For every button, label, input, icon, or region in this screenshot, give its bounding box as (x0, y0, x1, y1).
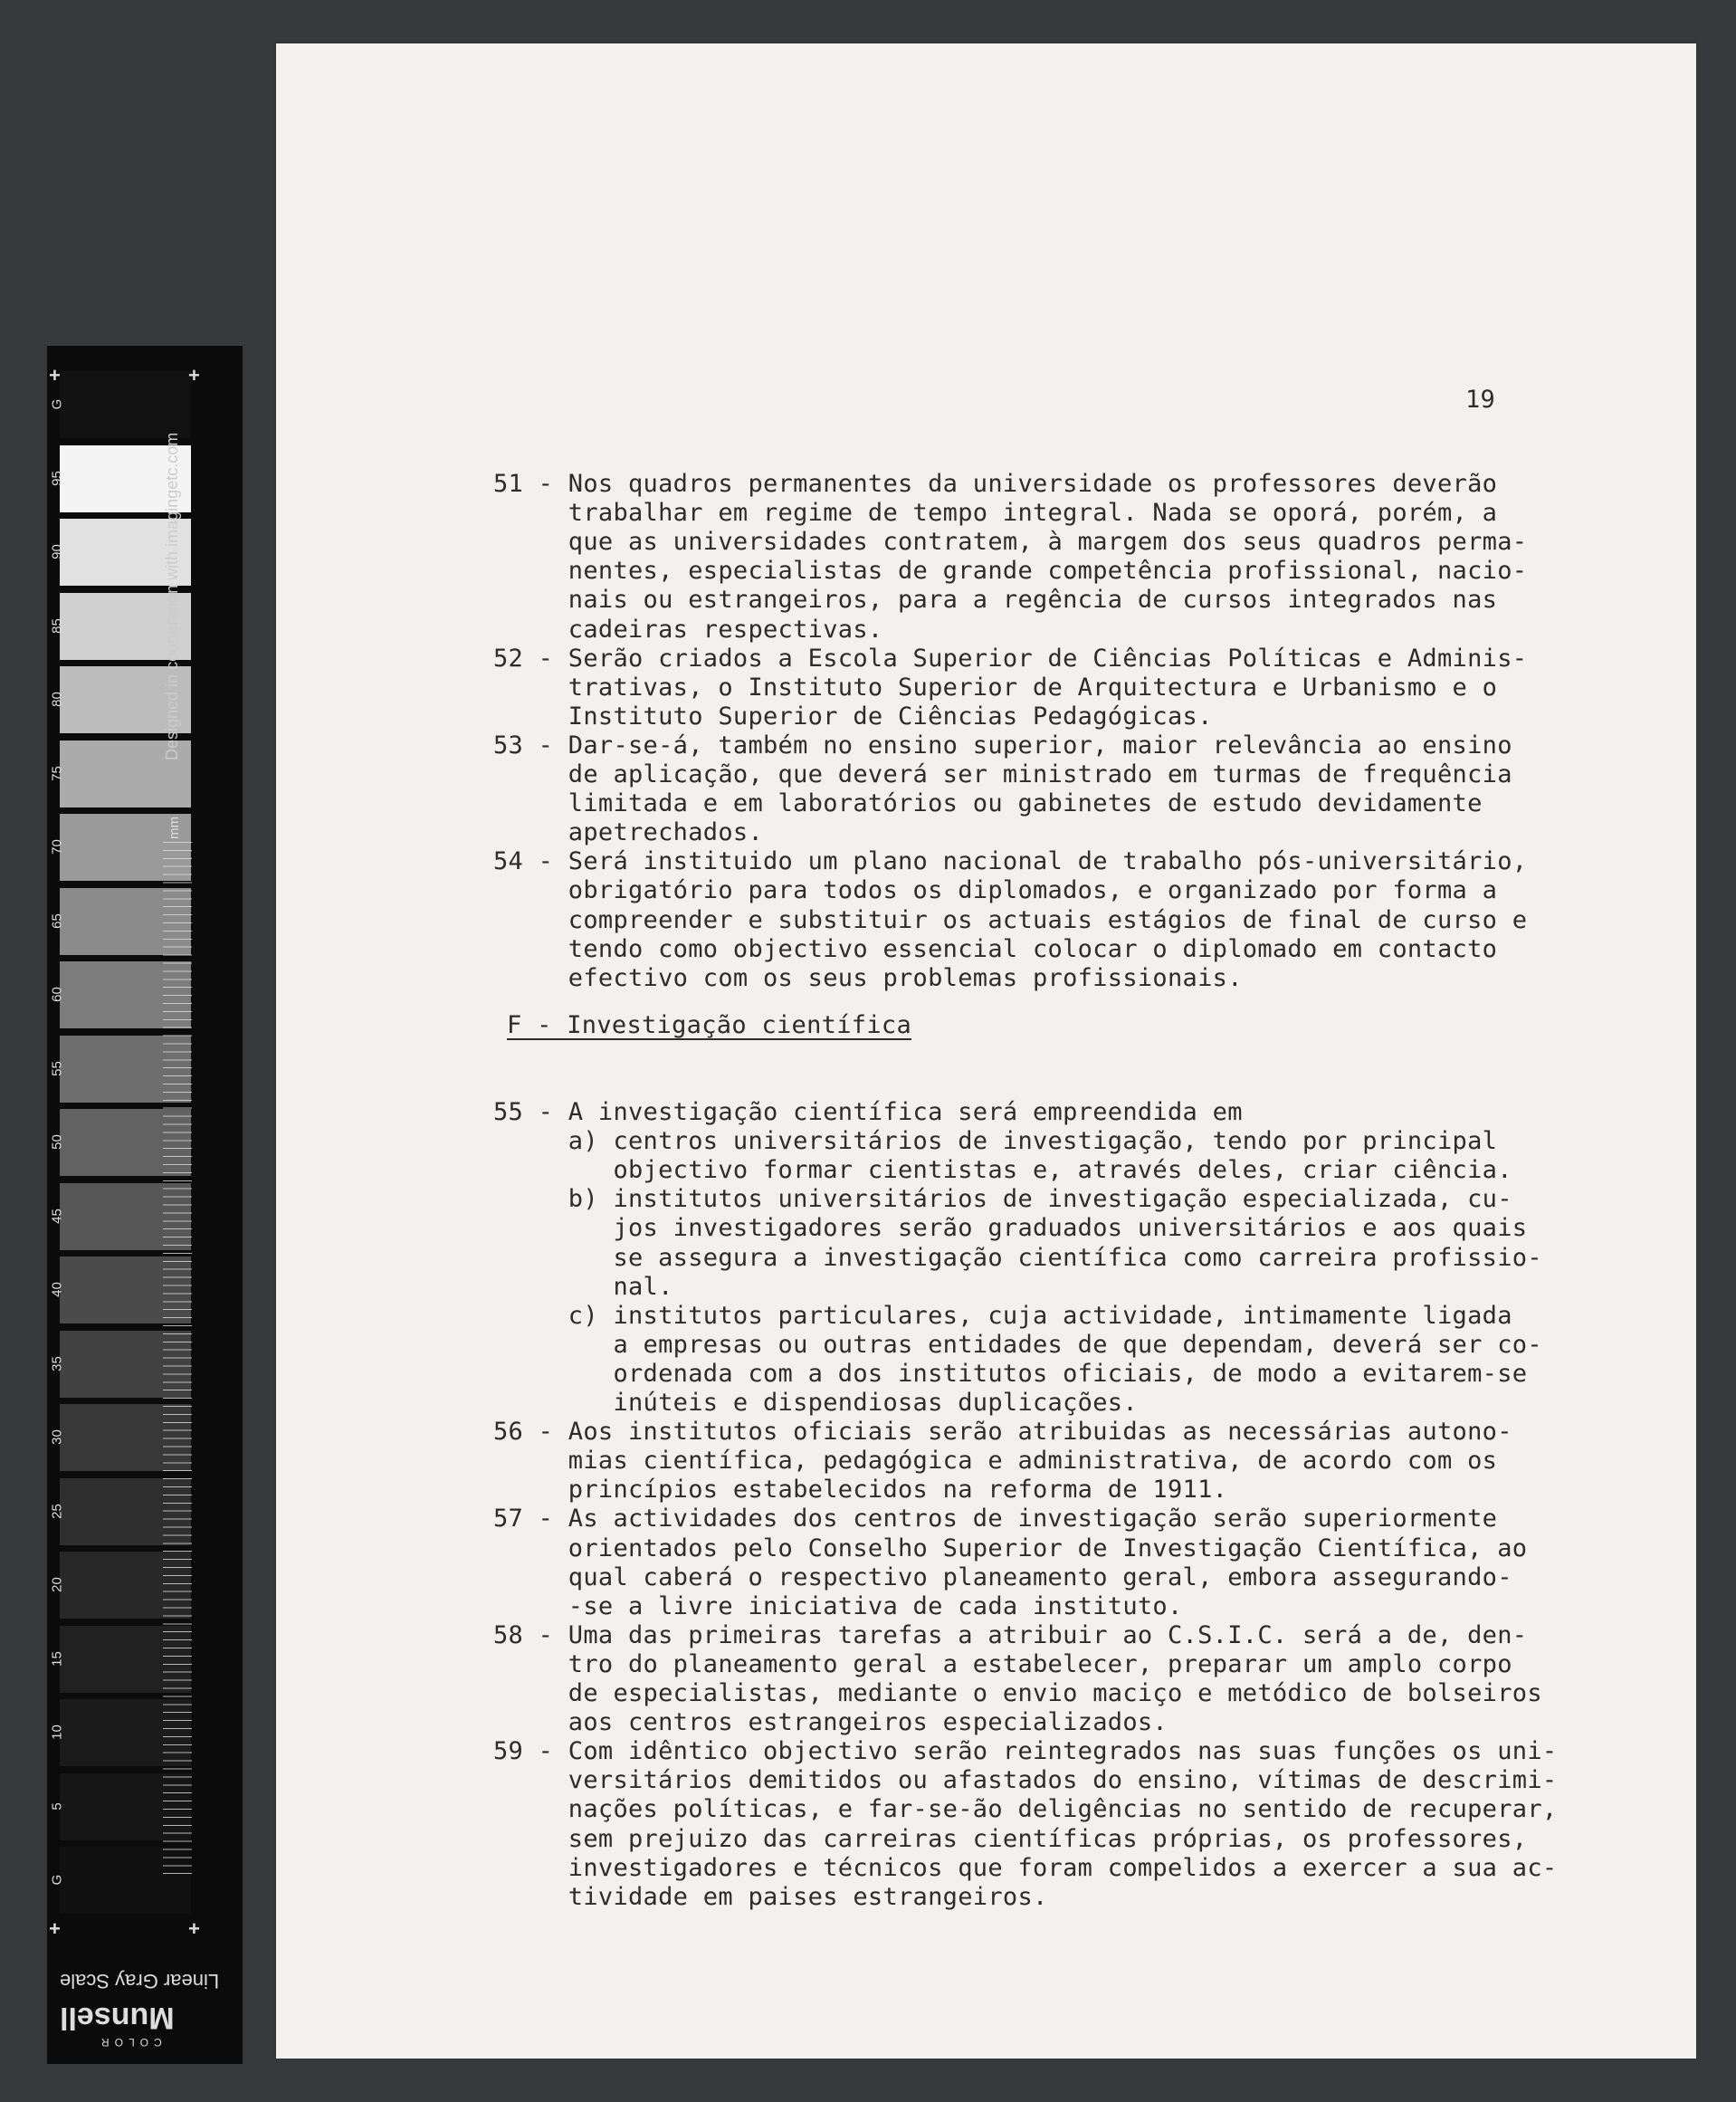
gray-patch-label: 10 (49, 1725, 65, 1740)
registration-mark: + (188, 364, 200, 387)
text-line: 58 - Uma das primeiras tarefas a atribuir ao C.S.I.C. será a de, den- (493, 1620, 1528, 1649)
text-line: inúteis e dispendiosas duplicações. (493, 1389, 1138, 1417)
gray-patch-label: 95 (49, 470, 65, 486)
gray-patch-label: 50 (49, 1134, 65, 1150)
gray-patch-label: 15 (49, 1650, 65, 1667)
text-line: c) institutos particulares, cuja actividade, intimamente ligada (493, 1301, 1512, 1330)
text-line: tendo como objectivo essencial colocar o diplomado em contacto (493, 934, 1498, 963)
text-line: versitários demitidos ou afastados do ensino, vítimas de descrimi- (493, 1766, 1558, 1795)
mm-ruler (163, 842, 192, 1874)
gray-patch-label: 70 (49, 839, 65, 855)
text-line: objectivo formar cientistas e, através deles, criar ciência. (493, 1156, 1512, 1185)
gray-patch-label: 90 (49, 544, 65, 559)
text-line: -se a livre iniciativa de cada instituto. (493, 1591, 1183, 1620)
text-line: de aplicação, que deverá ser ministrado em turmas de frequência (493, 760, 1512, 788)
text-line: jos investigadores serão graduados universitários e aos quais (493, 1214, 1528, 1243)
gray-patch-label: 40 (49, 1282, 65, 1297)
brand-name: Munsell (60, 2001, 175, 2035)
text-line: tro do planeamento geral a estabelecer, preparar um amplo corpo (493, 1649, 1512, 1678)
gray-patch-label: 75 (49, 765, 65, 781)
text-line: nações políticas, e far-se-ão deligências no sentido de recuperar, (493, 1795, 1558, 1824)
gray-patch-label: 85 (49, 617, 65, 634)
text-line: mias científica, pedagógica e administrativa, de acordo com os (493, 1447, 1498, 1476)
registration-mark: + (49, 1917, 61, 1940)
scale-title: Linear Gray Scale (60, 1970, 220, 1992)
typed-document-page (276, 43, 1696, 2059)
page-number: 19 (1465, 386, 1496, 414)
ruler-unit: mm (167, 817, 182, 839)
text-line: apetrechados. (493, 818, 763, 847)
text-line: 54 - Será instituido um plano nacional de trabalho pós-universitário, (493, 847, 1528, 876)
gray-patch-label: 60 (49, 987, 65, 1002)
gray-patch-label: 30 (49, 1429, 65, 1445)
text-line: a) centros universitários de investigação, tendo por principal (493, 1127, 1498, 1156)
text-line: que as universidades contratem, à margem dos seus quadros perma- (493, 528, 1528, 557)
gray-patch-label: G (49, 398, 65, 410)
text-line: Instituto Superior de Ciências Pedagógicas. (493, 702, 1213, 731)
registration-mark: + (188, 1917, 200, 1940)
gray-scale-card (47, 346, 243, 2064)
text-line: efectivo com os seus problemas profissionais. (493, 963, 1243, 992)
text-line: 56 - Aos institutos oficiais serão atribuidas as necessárias autono- (493, 1418, 1512, 1447)
gray-patch-label: 65 (49, 912, 65, 929)
text-line: qual caberá o respectivo planeamento geral, embora assegurando- (493, 1562, 1512, 1591)
text-line: 57 - As actividades dos centros de investigação serão superiormente (493, 1505, 1498, 1534)
section-heading: F - Investigação científica (507, 1011, 911, 1039)
text-line: orientados pelo Conselho Superior de Investigação Científica, ao (493, 1534, 1528, 1562)
text-line: de especialistas, mediante o envio maciço e metódico de bolseiros (493, 1679, 1542, 1707)
text-line: limitada e em laboratórios ou gabinetes de estudo devidamente (493, 789, 1483, 818)
text-line: obrigatório para todos os diplomados, e organizado por forma a (493, 876, 1498, 905)
gray-patch-label: 20 (49, 1577, 65, 1592)
brand-sub: COLOR (96, 2036, 162, 2049)
text-line: 53 - Dar-se-á, também no ensino superior, maior relevância ao ensino (493, 731, 1512, 760)
scale-credit: Designed in cooperation with imagingetc.com (163, 432, 181, 760)
text-line: aos centros estrangeiros especializados. (493, 1708, 1168, 1737)
text-line: compreender e substituir os actuais estágios de final de curso e (493, 905, 1528, 934)
document-body (276, 43, 1696, 2059)
text-line: b) institutos universitários de investigação especializada, cu- (493, 1185, 1512, 1214)
text-line: trabalhar em regime de tempo integral. Nada se oporá, porém, a (493, 499, 1498, 528)
text-line: nentes, especialistas de grande competência profissional, nacio- (493, 557, 1528, 586)
text-line: 59 - Com idêntico objectivo serão reintegrados nas suas funções os uni- (493, 1737, 1558, 1766)
gray-patch-label: 80 (49, 692, 65, 707)
text-line: trativas, o Instituto Superior de Arquitectura e Urbanismo e o (493, 673, 1498, 702)
gray-patch-label: 5 (49, 1801, 65, 1811)
gray-patch-label: 35 (49, 1355, 65, 1371)
text-line: a empresas ou outras entidades de que dependam, deverá ser co- (493, 1330, 1542, 1359)
registration-mark: + (49, 364, 61, 387)
text-line: 52 - Serão criados a Escola Superior de Ciências Políticas e Adminis- (493, 644, 1528, 673)
text-line: princípios estabelecidos na reforma de 1911. (493, 1476, 1228, 1505)
text-line: se assegura a investigação científica como carreira profissio- (493, 1243, 1542, 1272)
gray-patch-label: 55 (49, 1060, 65, 1076)
text-line: ordenada com a dos institutos oficiais, de modo a evitarem-se (493, 1359, 1528, 1388)
text-line: 51 - Nos quadros permanentes da universidade os professores deverão (493, 470, 1498, 498)
text-line: sem prejuizo das carreiras científicas próprias, os professores, (493, 1824, 1528, 1853)
text-line: nais ou estrangeiros, para a regência de cursos integrados nas (493, 586, 1498, 615)
text-line: 55 - A investigação científica será empreendida em (493, 1098, 1243, 1126)
gray-patch-label: 45 (49, 1208, 65, 1224)
text-line: investigadores e técnicos que foram compelidos a exercer a sua ac- (493, 1853, 1558, 1882)
text-line: tividade em paises estrangeiros. (493, 1882, 1048, 1911)
gray-patch-label: 25 (49, 1503, 65, 1519)
text-line: nal. (493, 1272, 673, 1301)
text-line: cadeiras respectivas. (493, 615, 883, 644)
munsell-brand (60, 1969, 223, 2050)
gray-patch-label: G (49, 1874, 65, 1886)
